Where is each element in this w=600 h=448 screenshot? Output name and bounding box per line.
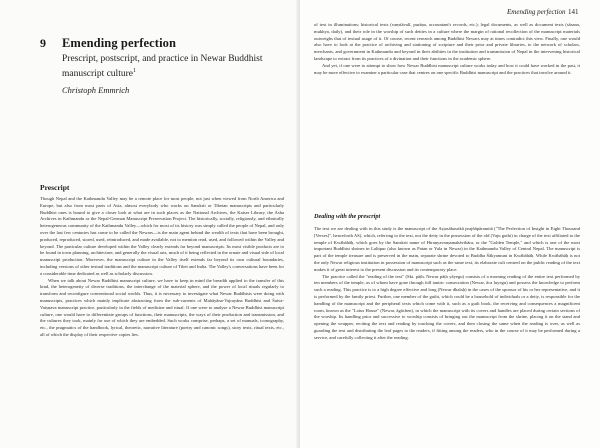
right-page (300, 0, 600, 448)
paragraph: Though Nepal and the Kathmandu Valley may be a remote place for most people, not just when viewed from North America and Europe, but also from most parts of Asia, almost everybody who works on Sanskrit or Tibetan manuscripts and particularly Buddhist ones is bound to give a closer look at what are in such places as the National Archives, the Kaiser Library, the Asha Archives in Kathmandu or the Nepal-German Manuscript Preservation Project. The historically, socially, religiously, and ethnically heterogeneous community of the Kathmandu Valley—which for most of its history was simply called the people of Nepal, and only over the last few centuries has come to be called the Newars—is the main agent behind the wealth of texts that have been brought, produced, reproduced, stored, used, reintroduced, and made available, not to mention read, used, and followed within the Valley and beyond. The particular culture developed within the Valley clearly extends far beyond manuscripts. Its most visible products are to be found in town planning, architecture, and generally the visual arts, much of it being reflected in the ornate and visual side of local manuscript production. Moreover, the manuscript culture in the Valley itself extends far beyond its own cultural boundaries, including versions of other textual traditions and the manuscript culture of Tibet and India. The Valley's conversations have been for a considerable time dedicated as well as scholarly discussion. (40, 196, 284, 276)
left-body-text (40, 196, 284, 339)
paragraph: When we talk about Newar Buddhist manuscript culture, we have to keep in mind the breadth applied to the transfer of this kind, the heterogeneity of diverse traditions, the interchange of the material sphere, and the power of local rituals regularly to transform and reconfigure conventional social worlds. Thus, it is necessary to investigate what Newar Buddhists were doing with manuscripts, practices which mainly implicate abstracting from the sub-currents of Mahāyāna-Vajrayāna Buddhist and Śaiva-Vaiṣṇava manuscript practice, particularly in the fields of medicine and ritual. If one were to analyse a Newar Buddhist manuscript culture, one would have to differentiate groups of functions, their manuscripts, the ways of their production and transmission, and the cultures they took, mainly for use of which they are embedded. Such works comprise, perhaps, a set of manuals, iconography, etc., the pragmatics of the handbook, lyrical, theoretic, narrative literature (poetry and canonic songs), story texts, ritual texts, etc., all of which the display of their respective copies lies. (40, 277, 284, 337)
author-name: Christoph Emmrich (62, 85, 130, 95)
paragraph: of text in illuminations; historical texts (vaṃśāvalī, purāṇa, accountant's records, etc.); legal documents, as well as document texts (sāsana, mukhya, daily), and their role in the worship of such deities in a culture where the margin of rational recollection of the manuscript materials outweighs that of textual usage of it. Of course, recent research among Buddhist Newars may at times contradict this view. Finally, one would also have to look at the practice of archiving and stationing of scripture and their prior and private libraries, to the network of scholars, merchants, and government in Kathmandu and beyond in their abilities in the institution and transmission of Nepal in the intervening historical landscape to extract from its practices of a divination and their functions in the academic sphere. (314, 22, 580, 61)
right-body-text-bottom (314, 226, 580, 342)
right-body-text-top (314, 22, 580, 76)
running-head: Emending perfection (507, 8, 566, 16)
chapter-number: 9 (40, 36, 46, 50)
page-number: 141 (568, 8, 579, 16)
chapter-title: Emending perfection (62, 36, 177, 50)
chapter-subtitle (62, 53, 292, 80)
paragraph: The practice called the "reading of the text" (Skt. pāṭh, Newar pāṭh yāyegu) consists of a morning reading of the entire text performed by ten members of the temple, as of whom have gone through full tantric consecration (Newar, āca luyegu) and possess the knowledge to perform such a reading. This practice is to a high degree effective and long (Newar dhalaḥ) in the cases of the sponsor of his or her representative, and it is performed by the family priest. Further, one member of the guthi, which could be a household of individuals or a deity, is responsible for the handling of the manuscript and the peripheral texts which come with it, such as a guilt book, the receiving and consequences a magnificent room, known as the "Lotus House" (Newar, āgāchen), in which the manuscript with its covers and handles are placed during certain sections of the worship. Its handling prior and successive to worship consists of bringing out the manuscript from the shrine, placing it on the stand and opening the wrapper, reciting the text and reading by touching the covers, and then closing the same when the reading is over, as well as guarding the text and distributing the leaf pages to the readers, if fitting among the readers, who in the course of it may be performed during a service, and carefully collecting it after the reading. (314, 273, 580, 340)
subsection-heading-prescript: Dealing with the prescript (314, 213, 381, 220)
paragraph: And yet, if one were to attempt to show how Newar Buddhist manuscript culture works today and how it could have worked in the past, it may be more effective to examine a particular case that centres on one specific Buddhist manuscript and the practices that involve around it. (314, 62, 580, 75)
footnote-marker[interactable]: 1 (132, 68, 136, 74)
paragraph: The text we are dealing with in this study is the manuscript of the Aṣṭasāhasrikā prajñāpāramitā ("The Perfection of Insight in Eight Thousand [Verses]", henceforth AS), which, referring to the text, not the deity in the possession of the old (Vaju guthi) in charge of the text affiliated to the temple of Kwābāhāḥ, which goes by the Sanskrit name of Hiraṇyavarṇamahāvihāra, or the "Golden Temple," and which is one of the most important Buddhist shrines in Lalitpur (also known as Patan or Yala in Newar) in the Kathmandu Valley of Central Nepal. The manuscript is part of the temple treasure and is preserved in the main, separate shrine devoted to Buddha Śākyamuni in Kwābāhāḥ. While Kwābāhāḥ is not the only Newar religious institution in possession of manuscript such as the same text, its elaborate cult centred on the public reading of the text makes it of great interest to the present discussion and its contemporary place. (314, 226, 580, 272)
section-heading-prescript: Prescript (40, 183, 70, 192)
chapter-subtitle-text: Prescript, postscript, and practice in Newar Buddhist manuscript culture (62, 54, 263, 80)
